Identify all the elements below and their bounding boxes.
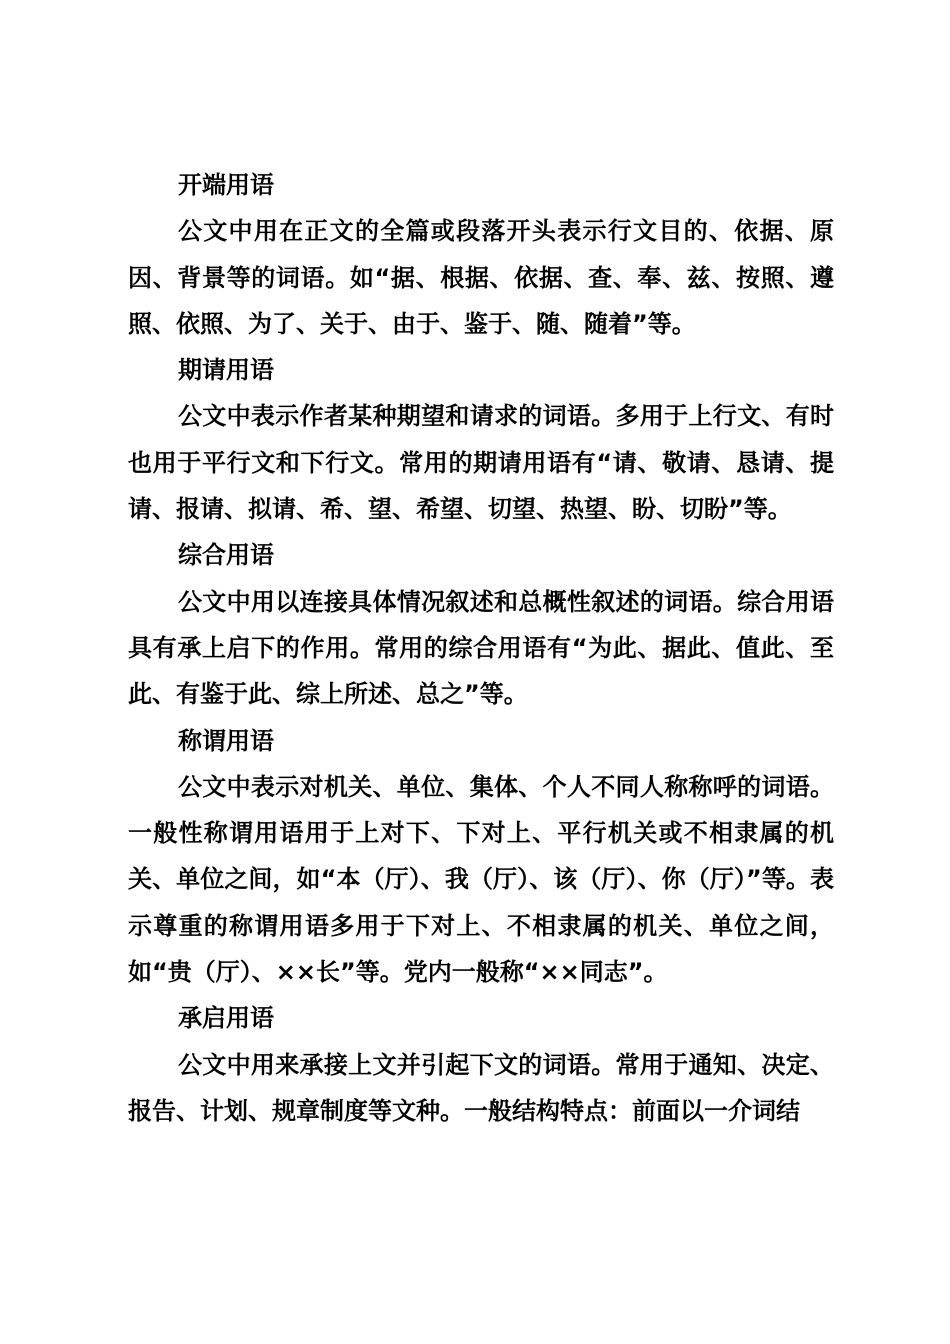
section-body-transition: 公文中用来承接上文并引起下文的词语。常用于通知、决定、报告、计划、规章制度等文种。一般结构特点：前面以一介词结 xyxy=(128,1050,834,1125)
section-body-opening: 公文中用在正文的全篇或段落开头表示行文目的、依据、原因、背景等的词语。如“据、根据、依据、查、奉、兹、按照、遵照、依照、为了、关于、由于、鉴于、随、随着”等。 xyxy=(128,217,834,338)
section-body-address: 公文中表示对机关、单位、集体、个人不同人称称呼的词语。一般性称谓用语用于上对下、下对上、平行机关或不相隶属的机关、单位之间，如“本（厅）、我（厅）、该（厅）、你（厅）”等。表示尊重的称谓用语多用于下对上、不相隶属的机关、单位之间，如“贵（厅）、××长”等。党内一般称“××同志”。 xyxy=(128,772,834,987)
section-heading-summary: 综合用语 xyxy=(178,541,274,570)
section-heading-request: 期请用语 xyxy=(178,356,274,385)
section-heading-opening: 开端用语 xyxy=(178,171,274,199)
section-body-summary: 公文中用以连接具体情况叙述和总概性叙述的词语。综合用语具有承上启下的作用。常用的综合用语有“为此、据此、值此、至此、有鉴于此、综上所述、总之”等。 xyxy=(128,587,834,709)
document-page xyxy=(128,162,834,1134)
section-body-request: 公文中表示作者某种期望和请求的词语。多用于上行文、有时也用于平行文和下行文。常用的期请用语有“请、敬请、恳请、提请、报请、拟请、希、望、希望、切望、热望、盼、切盼”等。 xyxy=(128,402,834,524)
section-heading-address: 称谓用语 xyxy=(178,726,274,755)
section-heading-transition: 承启用语 xyxy=(178,1004,274,1033)
